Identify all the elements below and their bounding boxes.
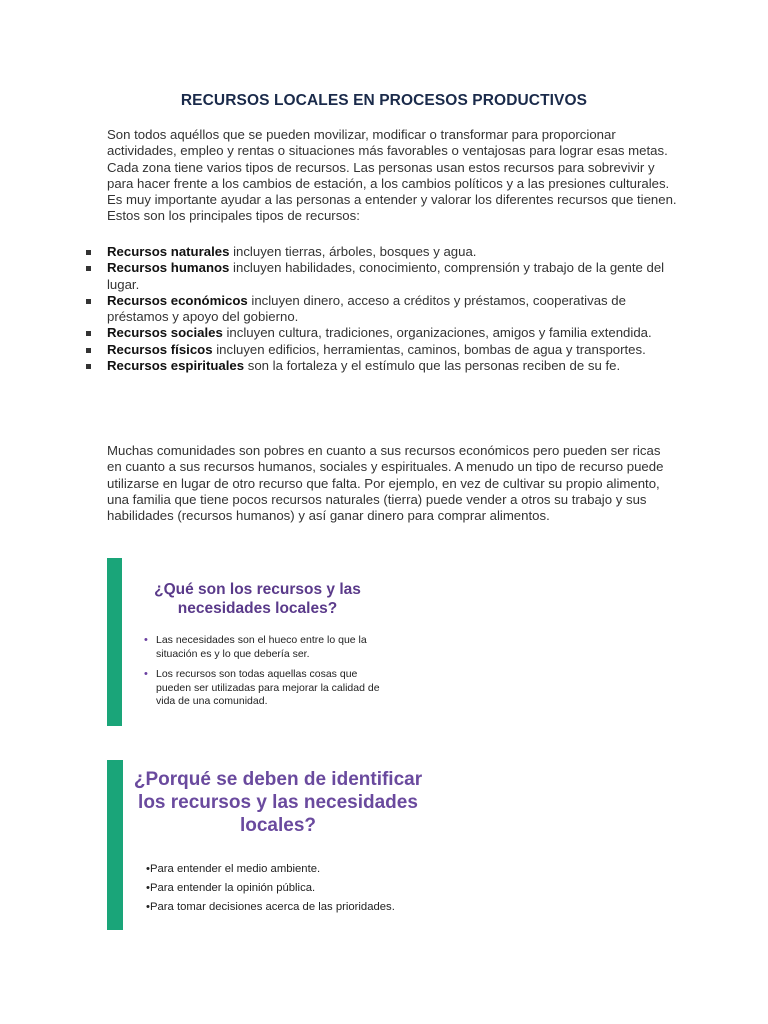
document-title: RECURSOS LOCALES EN PROCESOS PRODUCTIVOS: [180, 92, 588, 109]
accent-bar: [107, 760, 123, 930]
resource-name: Recursos humanos: [107, 260, 230, 276]
resource-desc: incluyen tierras, árboles, bosques y agua.: [229, 244, 477, 259]
square-bullet-icon: [86, 348, 91, 353]
slide-image-why-identify: [107, 760, 433, 930]
slide-bullet: •Para tomar decisiones acerca de las prioridades.: [146, 901, 395, 913]
square-bullet-icon: [86, 266, 91, 271]
slide-bullet-list: [144, 634, 388, 716]
accent-bar: [107, 558, 122, 726]
square-bullet-icon: [86, 250, 91, 255]
intro-paragraph: Son todos aquéllos que se pueden movilizar, modificar o transformar para proporcionar actividades, empleo y rentas o situaciones más favorables o ventajosas para lograr esas metas. Cada zona tiene varios tipos de recursos. Las personas usan estos recursos para sobrevivir y para hacer frente a los cambios de estación, a los cambios políticos y a las presiones culturales. Es muy importante ayudar a las personas a entender y valorar los diferentes recursos que tienen. Estos son los principales tipos de recursos:: [107, 127, 677, 224]
slide-bullet: • Las necesidades son el hueco entre lo que la situación es y lo que debería ser.: [144, 634, 367, 660]
slide-title: ¿Porqué se deben de identificar los recursos y las necesidades locales?: [133, 769, 423, 836]
resource-desc: incluyen cultura, tradiciones, organizaciones, amigos y familia extendida.: [222, 325, 652, 341]
slide-bullet: •Para entender la opinión pública.: [146, 882, 316, 894]
resource-name: Recursos sociales: [107, 325, 223, 341]
resource-name: Recursos naturales: [107, 244, 230, 259]
list-item: [86, 325, 676, 341]
resource-desc: son la fortaleza y el estímulo que las personas reciben de su fe.: [244, 358, 621, 374]
resource-desc: incluyen habilidades, conocimiento, comprensión y trabajo de la gente del lugar.: [107, 260, 665, 292]
bullet-dot-icon: •: [144, 634, 148, 646]
second-paragraph: Muchas comunidades son pobres en cuanto a sus recursos económicos pero pueden ser ricas en cuanto a sus recursos humanos, sociales y espirituales. A menudo un tipo de recurso puede utilizarse en lugar de otro recurso que falta. Por ejemplo, en vez de cultivar su propio alimento, una familia que tiene pocos recursos naturales (tierra) puede vender a otros su trabajo y sus habilidades (recursos humanos) y así ganar dinero para comprar alimentos.: [107, 443, 664, 524]
slide-title: ¿Qué son los recursos y las necesidades locales?: [154, 581, 361, 617]
list-item: [86, 358, 676, 374]
resource-list: [86, 244, 676, 374]
square-bullet-icon: [86, 331, 91, 336]
list-item: [86, 244, 676, 260]
square-bullet-icon: [86, 299, 91, 304]
resource-desc: incluyen dinero, acceso a créditos y préstamos, cooperativas de préstamos y apoyo del gobierno.: [107, 292, 626, 325]
resource-name: Recursos espirituales: [107, 358, 245, 374]
resource-desc: incluyen edificios, herramientas, caminos, bombas de agua y transportes.: [212, 341, 646, 357]
slide-bullet-list: [146, 860, 431, 917]
square-bullet-icon: [86, 364, 91, 369]
resource-name: Recursos físicos: [107, 341, 213, 357]
slide-bullet: • Los recursos son todas aquellas cosas que pueden ser utilizadas para mejorar la calidad de vida de una comunidad.: [144, 668, 380, 707]
list-item: [86, 342, 676, 358]
list-item: [86, 293, 676, 326]
slide-image-resources-needs: [107, 558, 393, 726]
slide-bullet: •Para entender el medio ambiente.: [146, 863, 321, 875]
resource-name: Recursos económicos: [107, 292, 248, 308]
bullet-dot-icon: •: [144, 668, 148, 680]
list-item: [86, 260, 676, 293]
